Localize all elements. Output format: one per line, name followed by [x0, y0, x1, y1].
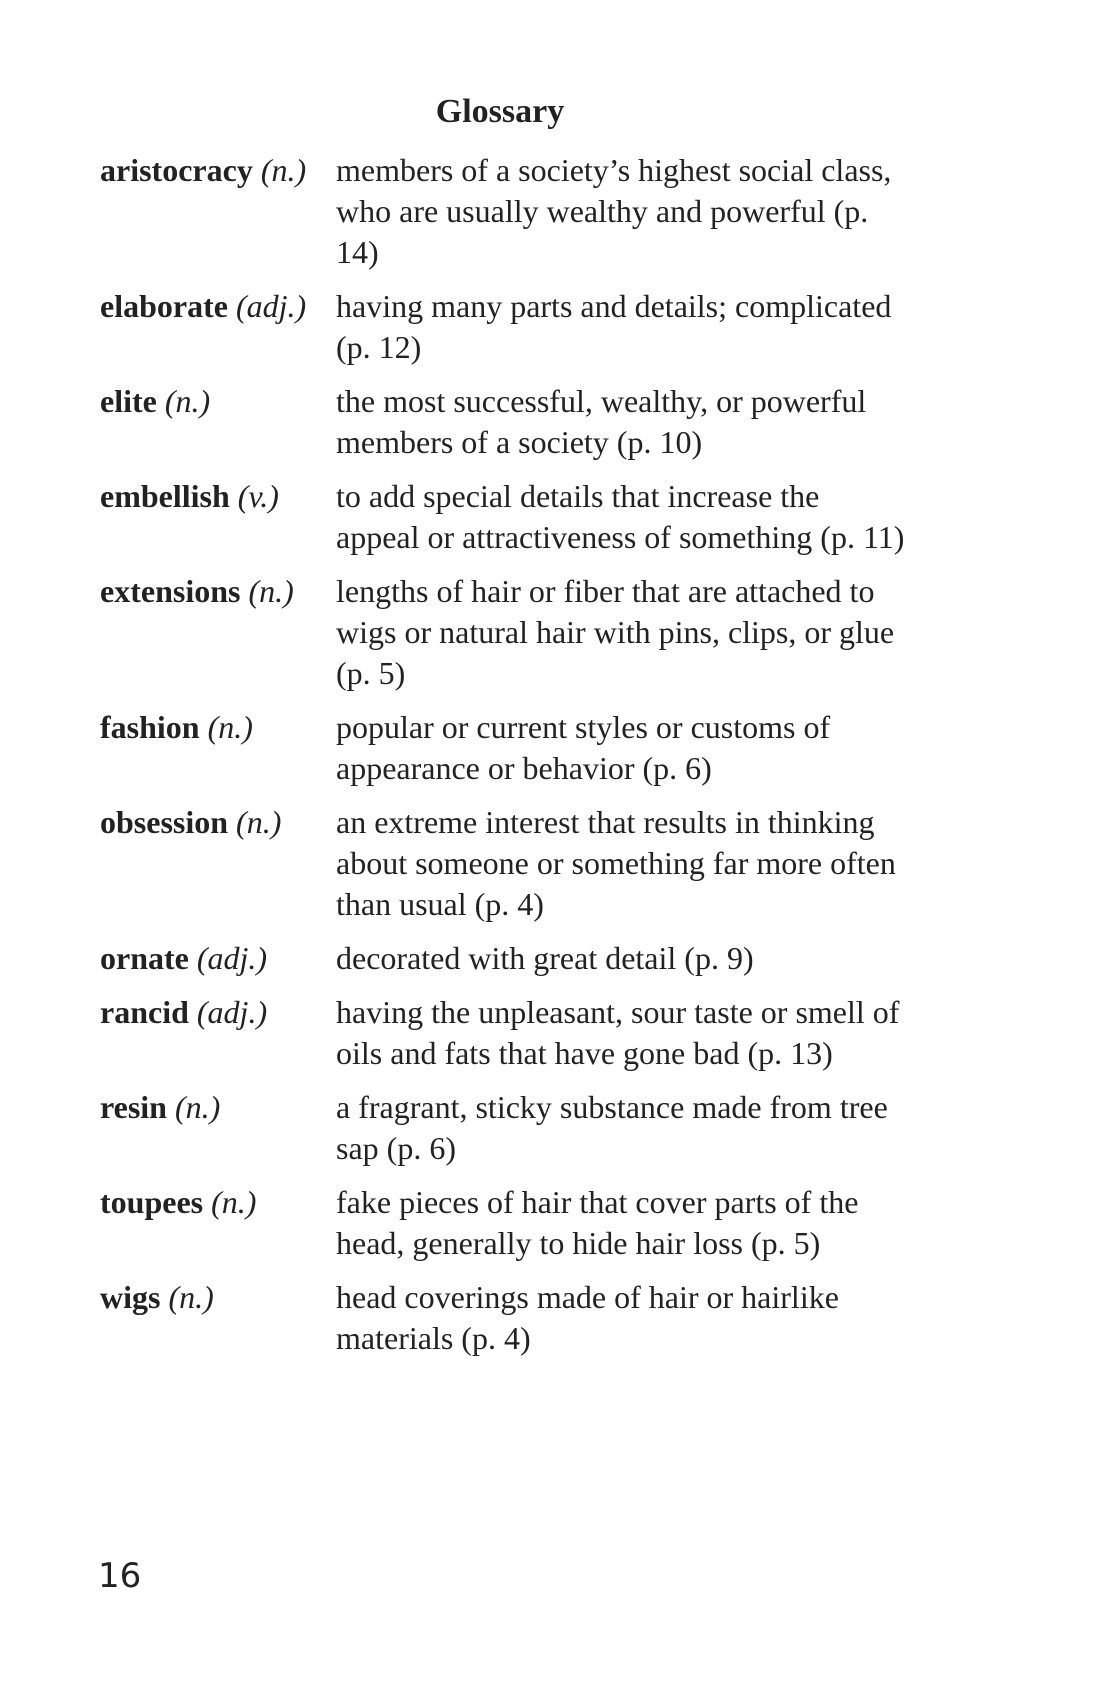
- glossary-definition: having the unpleasant, sour taste or smell of oils and fats that have gone bad (p. 13): [336, 994, 900, 1071]
- glossary-definition: members of a society’s highest social class, who are usually wealthy and powerful (p. 14): [336, 152, 892, 270]
- part-of-speech: (n.): [248, 573, 294, 609]
- part-of-speech: (adj.): [235, 288, 307, 324]
- glossary-entry: [100, 707, 940, 789]
- term-column: [100, 571, 336, 612]
- term-column: [100, 1277, 336, 1318]
- glossary-entry: [100, 150, 940, 273]
- term-column: [100, 802, 336, 843]
- glossary-definition: having many parts and details; complicated (p. 12): [336, 288, 892, 365]
- glossary-definition: decorated with great detail (p. 9): [336, 940, 754, 976]
- glossary-term: extensions: [100, 573, 241, 609]
- glossary-list: [100, 150, 940, 1372]
- term-column: [100, 381, 336, 422]
- part-of-speech: (n.): [174, 1089, 221, 1125]
- term-column: [100, 1182, 336, 1223]
- glossary-term: elite: [100, 383, 157, 419]
- glossary-term: toupees: [100, 1184, 204, 1220]
- glossary-term: ornate: [100, 940, 189, 976]
- glossary-term: aristocracy: [100, 152, 253, 188]
- glossary-term: obsession: [100, 804, 229, 840]
- glossary-definition: popular or current styles or customs of appearance or behavior (p. 6): [336, 709, 831, 786]
- part-of-speech: (v.): [237, 478, 279, 514]
- glossary-definition: an extreme interest that results in thinking about someone or something far more often than usual (p. 4): [336, 804, 896, 922]
- glossary-term: resin: [100, 1089, 167, 1125]
- part-of-speech: (n.): [211, 1184, 257, 1220]
- glossary-definition: lengths of hair or fiber that are attached to wigs or natural hair with pins, clips, or glue (p. 5): [336, 573, 895, 691]
- term-column: [100, 992, 336, 1033]
- glossary-term: rancid: [100, 994, 189, 1030]
- part-of-speech: (n.): [168, 1279, 214, 1315]
- term-column: [100, 476, 336, 517]
- glossary-entry: [100, 381, 940, 463]
- page-title: Glossary: [435, 93, 565, 130]
- glossary-entry: [100, 571, 940, 694]
- glossary-entry: [100, 1087, 940, 1169]
- glossary-term: elaborate: [100, 288, 228, 324]
- glossary-entry: [100, 476, 940, 558]
- part-of-speech: (n.): [260, 152, 307, 188]
- glossary-entry: [100, 802, 940, 925]
- glossary-entry: [100, 1277, 940, 1359]
- glossary-definition: the most successful, wealthy, or powerful members of a society (p. 10): [336, 383, 867, 460]
- term-column: [100, 938, 336, 979]
- glossary-entry: [100, 992, 940, 1074]
- part-of-speech: (n.): [207, 709, 253, 745]
- part-of-speech: (adj.): [196, 940, 268, 976]
- part-of-speech: (n.): [164, 383, 211, 419]
- glossary-term: wigs: [100, 1279, 161, 1315]
- part-of-speech: (n.): [236, 804, 282, 840]
- glossary-definition: a fragrant, sticky substance made from tree sap (p. 6): [336, 1089, 888, 1166]
- term-column: [100, 286, 336, 327]
- glossary-entry: [100, 286, 940, 368]
- term-column: [100, 150, 336, 191]
- term-column: [100, 1087, 336, 1128]
- glossary-definition: fake pieces of hair that cover parts of the head, generally to hide hair loss (p. 5): [336, 1184, 859, 1261]
- glossary-entry: [100, 938, 940, 979]
- glossary-definition: head coverings made of hair or hairlike materials (p. 4): [336, 1279, 839, 1356]
- glossary-definition: to add special details that increase the appeal or attractiveness of something (p. 11): [336, 478, 905, 555]
- glossary-term: fashion: [100, 709, 200, 745]
- term-column: [100, 707, 336, 748]
- glossary-entry: [100, 1182, 940, 1264]
- page-number: 16: [98, 1556, 142, 1596]
- glossary-term: embellish: [100, 478, 230, 514]
- part-of-speech: (adj.): [196, 994, 268, 1030]
